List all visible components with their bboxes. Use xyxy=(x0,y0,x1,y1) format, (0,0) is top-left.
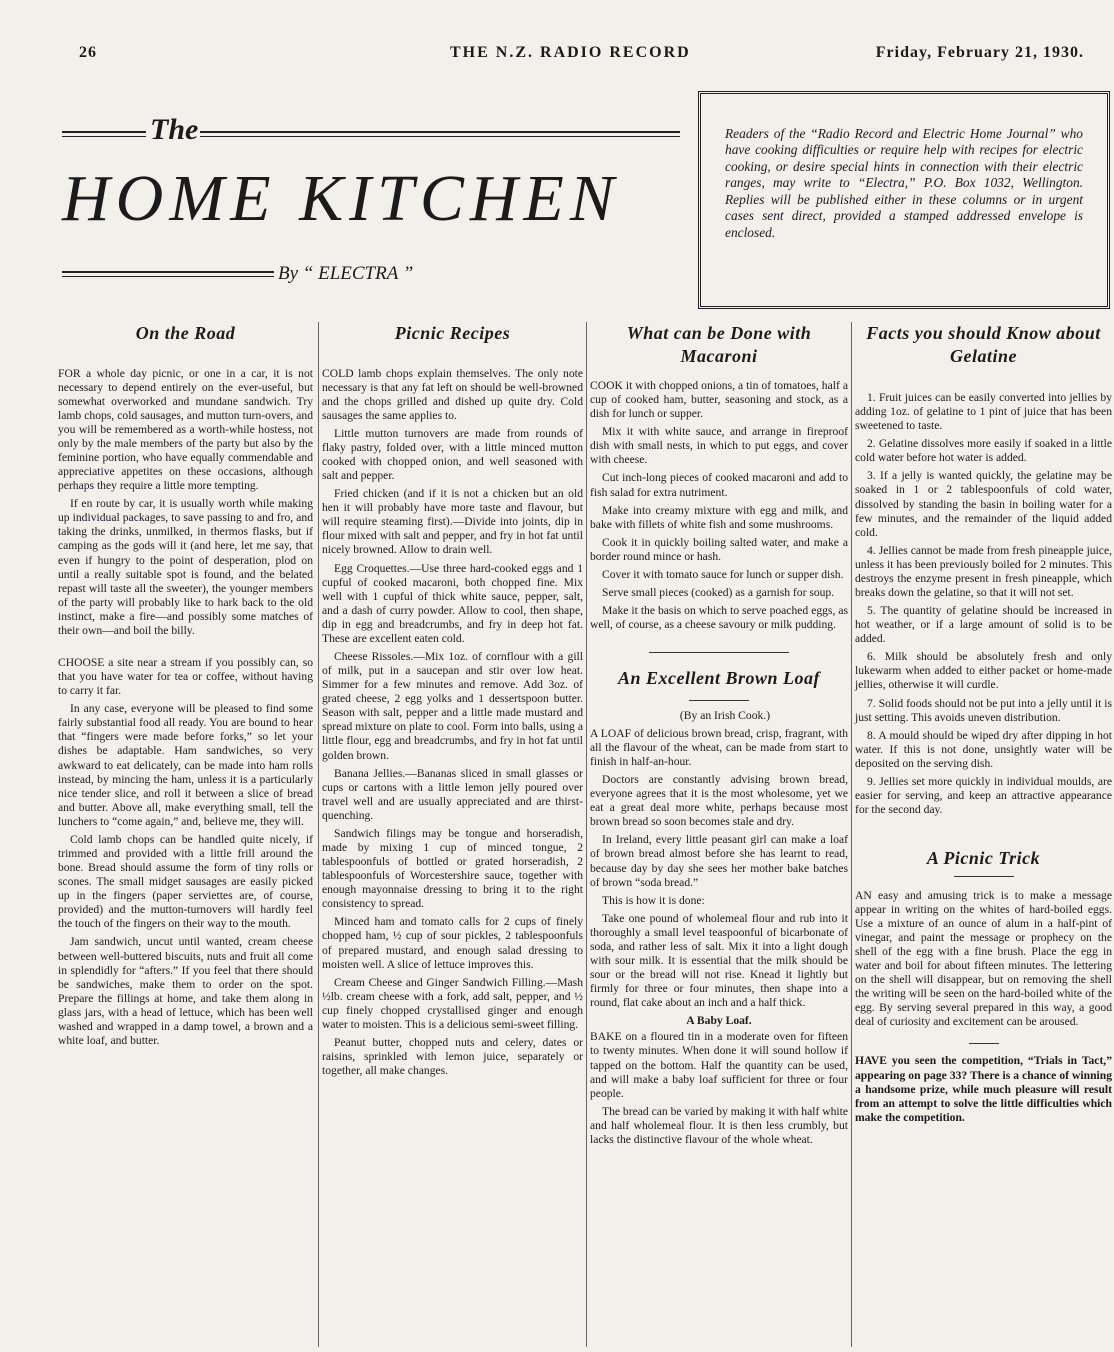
article-paragraph: Mix it with white sauce, and arrange in fireproof dish with small nests, in which to put eggs, and cover with cheese. xyxy=(590,425,848,467)
article-paragraph: A LOAF of delicious brown bread, crisp, fragrant, with all the flavour of the wheat, can be made from start to finish in half-an-hour. xyxy=(590,726,848,768)
page-title: HOME KITCHEN xyxy=(62,162,620,235)
article-title-brown-loaf: An Excellent Brown Loaf xyxy=(617,668,821,689)
article-paragraph: 8. A mould should be wiped dry after dipping in hot water. If this is not done, unsightly water will be deposited on the serving dish. xyxy=(855,728,1112,770)
masthead-the: The xyxy=(150,113,199,146)
article-picnic-recipes xyxy=(322,322,583,1082)
article-paragraph: Egg Croquettes.—Use three hard-cooked eggs and 1 cupful of cooked macaroni, both chopped fine. Mix well with 1 cupful of thick white sauce, pepper, salt, and a dash of curry powder. Allow to cool, then shape, dip in egg and breadcrumbs, and fry in deep hot fat. These are excellent eaten cold. xyxy=(322,561,583,645)
article-paragraph: Cheese Rissoles.—Mix 1oz. of cornflour with a gill of milk, put in a saucepan and stir over low heat. Simmer for a few minutes and remove. Add 3oz. of grated cheese, 2 egg yolks and 1 dessertspoon butter. Season with salt, pepper and a little made mustard and spread mixture on plate to cool. Form into balls, using a little flour, egg and breadcrumbs, and fry in hot fat until golden brown. xyxy=(322,649,583,762)
issue-date: Friday, February 21, 1930. xyxy=(875,44,1084,61)
article-paragraph: The bread can be varied by making it with half white and half wholemeal flour. It is then less crumbly, but lacks the distinctive flavour of the whole wheat. xyxy=(590,1104,848,1146)
article-paragraph: Make into creamy mixture with egg and milk, and bake with fillets of white fish and some mushrooms. xyxy=(590,503,848,531)
article-paragraph: Cut inch-long pieces of cooked macaroni and add to fish salad for extra nutriment. xyxy=(590,471,848,499)
column-rule xyxy=(851,322,852,1347)
article-paragraph: Jam sandwich, uncut until wanted, cream cheese between well-buttered biscuits, nuts and fruit all come in splendidly for “afters.” If you feel that there should be sandwiches, make them to order on the spot. Prepare the fillings at home, and take them along in glass jars, with a head of lettuce, which has been well washed and wrapped in a damp towel, a brown and a white loaf, and butter. xyxy=(58,935,313,1048)
article-gelatine xyxy=(855,322,1112,1129)
section-divider xyxy=(969,1043,999,1044)
article-paragraph: 5. The quantity of gelatine should be increased in hot weather, or if a large amount of solid is to be added. xyxy=(855,604,1112,646)
article-paragraph: Make it the basis on which to serve poached eggs, as well, of course, as a cheese savoury or milk pudding. xyxy=(590,604,848,632)
article-paragraph: Cook it in quickly boiling salted water, and make a border round mince or hash. xyxy=(590,535,848,563)
page-number: 26 xyxy=(79,44,97,61)
title-underline xyxy=(689,700,749,701)
article-paragraph: Minced ham and tomato calls for 2 cups of finely chopped ham, ½ cup of sour pickles, 2 tablespoonfuls of prepared mustard, and enough salad dressing to moisten well. A slice of lettuce improves this. xyxy=(322,915,583,971)
article-paragraph: Little mutton turnovers are made from rounds of flaky pastry, folded over, with a little minced mutton cooked with chopped onion, and well seasoned with salt and pepper. xyxy=(322,426,583,483)
article-paragraph: 3. If a jelly is wanted quickly, the gelatine may be soaked in 1 or 2 tablespoonfuls of cold water, dissolved by standing the basin in boiling water for a few minutes, and the remainder of the liquid added cold. xyxy=(855,469,1112,539)
article-paragraph: Banana Jellies.—Bananas sliced in small glasses or cups or cartons with a little lemon jelly poured over travel well and are usually appreciated and are thirst-quenching. xyxy=(322,766,583,822)
article-macaroni xyxy=(590,322,848,1151)
column-rule xyxy=(586,322,587,1347)
article-paragraph: Serve small pieces (cooked) as a garnish for soup. xyxy=(602,586,835,600)
article-paragraph: FOR a whole day picnic, or one in a car, it is not necessary to depend entirely on the ever-useful, but somewhat overworked and mundane sandwich. Try lamb chops, cold sausages, and mutton turn-overs, and you will be remembered as a worth-while hostess, not only by the male members of the party but also by the feminine portion, who have equally commendable and appreciative appetites on these occasions, although perhaps they require a little more tempting. xyxy=(58,366,313,493)
article-paragraph: 7. Solid foods should not be put into a jelly until it is just setting. This avoids uneven distribution. xyxy=(855,696,1112,724)
masthead-rule-left xyxy=(62,131,146,137)
article-paragraph: Cream Cheese and Ginger Sandwich Filling.—Mash ½lb. cream cheese with a fork, add salt, pepper, and ½ cup finely chopped crystallised ginger and enough water to moisten. This is a delicious semi-sweet filling. xyxy=(322,975,583,1031)
article-paragraph: Doctors are constantly advising brown bread, everyone agrees that it is the most wholesome, yet we eat a great deal more white, perhaps because most brown bread so soon becomes stale and dry. xyxy=(590,773,848,829)
byline-rule xyxy=(62,271,274,277)
notice-text: Readers of the “Radio Record and Electric Home Journal” who have cooking difficulties or require help with recipes for electric cooking, or desire special hints in connection with their electric ranges, may write to “Electra,” P.O. Box 1032, Wellington. Replies will be published either in these columns or in urgent cases sent direct, provided a stamped addressed envelope is enclosed. xyxy=(725,126,1083,240)
article-paragraph: Cold lamb chops can be handled quite nicely, if trimmed and provided with a little frill around the bone. Bread should assume the form of tiny rolls or scones. The small midget sausages are easily picked up in the fingers (paper serviettes are, of course, provided) and the mutton-turnovers will hardly feel the touch of the fingers on their way to the mouth. xyxy=(58,832,313,931)
subheading-baby-loaf: A Baby Loaf. xyxy=(686,1014,752,1028)
byline: By “ ELECTRA ” xyxy=(278,263,414,284)
article-paragraph: 6. Milk should be absolutely fresh and only lukewarm when added to either packet or home-made jellies, otherwise it will curdle. xyxy=(855,650,1112,692)
article-paragraph: Sandwich filings may be tongue and horseradish, made by mixing 1 cup of minced tongue, 2 tablespoonfuls of bottled or grated horseradish, 2 tablespoonfuls of Worcestershire sauce, together with enough mayonnaise dressing to bring it to the right consistency to spread. xyxy=(322,826,583,911)
article-author: (By an Irish Cook.) xyxy=(679,708,771,722)
article-paragraph: Peanut butter, chopped nuts and celery, dates or raisins, sprinkled with lemon juice, separately or together, all make changes. xyxy=(322,1036,583,1078)
article-paragraph: 2. Gelatine dissolves more easily if soaked in a little cold water before hot water is added. xyxy=(855,437,1112,465)
title-underline xyxy=(954,876,1014,877)
article-paragraph: 9. Jellies set more quickly in individual moulds, are easier for serving, and keep an attractive appearance for the second day. xyxy=(855,774,1112,817)
article-title-picnic-trick: A Picnic Trick xyxy=(926,848,1041,869)
article-paragraph: CHOOSE a site near a stream if you possibly can, so that you have water for tea or coffee, without having to carry it far. xyxy=(58,655,313,698)
article-paragraph: COOK it with chopped onions, a tin of tomatoes, half a cup of cooked ham, butter, seasoning and stock, as a dish for lunch or supper. xyxy=(590,379,848,421)
article-paragraph: This is how it is done: xyxy=(602,893,705,907)
article-paragraph: 1. Fruit juices can be easily converted into jellies by adding 1oz. of gelatine to 1 pint of juice that has been sweetened to taste. xyxy=(855,391,1112,433)
article-title: What can be Done with Macaroni xyxy=(626,323,812,366)
article-paragraph: COLD lamb chops explain themselves. The only note necessary is that any fat left on should be well-browned and the chops grilled and dished up quite dry. Cold sausages the same applies to. xyxy=(322,366,583,422)
article-paragraph: Take one pound of wholemeal flour and rub into it thoroughly a small level teaspoonful of bicarbonate of soda, and rather less of salt. Mix it into a light dough with sour milk. It is essential that the milk should be sour or the bread will not rise. Knead it lightly but firmly for three or four minutes, then shape into a round, flat cake about an inch and a half thick. xyxy=(590,911,848,1010)
article-paragraph: BAKE on a floured tin in a moderate oven for fifteen to twenty minutes. When done it will sound hollow if tapped on the bottom. Half the quantity can be used, and will make a baby loaf sufficient for three or four people. xyxy=(590,1030,848,1100)
section-divider xyxy=(649,652,789,653)
article-paragraph: In Ireland, every little peasant girl can make a loaf of brown bread almost before she has learnt to read, because day by day she sees her mother bake batches of brown “soda bread.” xyxy=(590,833,848,889)
article-on-the-road xyxy=(58,322,313,1052)
article-paragraph: If en route by car, it is usually worth while making up individual packages, to save passing to and fro, and taking the drinks, unmilked, in thermos flasks, but if camping as the gods will it (and here, let me say, that even if hungry to the point of desperation, plod on until a really suitable spot is found, and the belated repast will taste all the sweeter), the younger members of the party will probably like to hark back to the old instinct, make a fire—and possibly some matches of their own—and boil the billy. xyxy=(58,497,313,637)
article-title: On the Road xyxy=(135,323,236,343)
article-title: Facts you should Know about Gelatine xyxy=(866,323,1101,366)
article-paragraph: 4. Jellies cannot be made from fresh pineapple juice, unless it has been previously boiled for 2 minutes. This destroys the enzyme present in fresh pineapple, which breaks down the gelatine, so that it will not set. xyxy=(855,543,1112,600)
article-paragraph: Cover it with tomato sauce for lunch or supper dish. xyxy=(602,567,844,581)
masthead-rule-right xyxy=(200,131,680,137)
column-rule xyxy=(318,322,319,1347)
article-paragraph: In any case, everyone will be pleased to find some fairly substantial food all ready. You are bound to hear that “fingers were made before forks,” so let your dishes be adaptable. Ham sandwiches, so very awkward to eat delicately, can be made into ham rolls instead, by mincing the ham, unless it is a particularly nice tender slice, and roll it between a slice of bread and butter. Above all, make everything small, tell the lunchers to “come again,” and, believe me, they will. xyxy=(58,702,313,828)
publication-name: THE N.Z. RADIO RECORD xyxy=(450,44,691,61)
article-paragraph: Fried chicken (and if it is not a chicken but an old hen it will probably have more taste and flavour, but will require steaming first).—Divide into joints, dip in flour mixed with salt and pepper, and fry in hot fat until nicely browned. Allow to drain well. xyxy=(322,487,583,557)
competition-notice: HAVE you seen the competition, “Trials in Tact,” appearing on page 33? There is a chance of winning a handsome prize, while much pleasure will result from an attempt to solve the little difficulties which make the competition. xyxy=(855,1054,1112,1124)
article-paragraph: AN easy and amusing trick is to make a message appear in writing on the whites of hard-boiled eggs. Use a mixture of an ounce of alum in a half-pint of vinegar, and paint the message or prophecy on the shell of the egg with a fine brush. Place the egg in water and boil for about fifteen minutes. The lettering on the shell will disappear, but on removing the shell the writing will be seen on the hard-boiled white of the egg. By serving several prepared in this way, a good deal of curiosity and excitement can be aroused. xyxy=(855,888,1112,1029)
article-title: Picnic Recipes xyxy=(394,323,511,343)
